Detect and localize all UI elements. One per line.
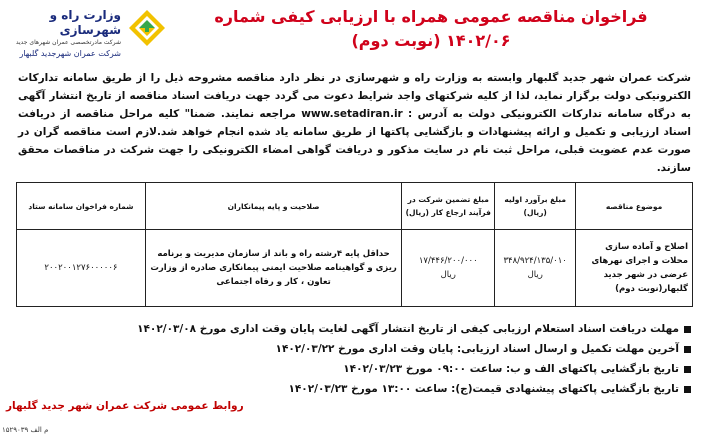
- intro-paragraph: شرکت عمران شهر جدید گلبهار وابسته به وزارت راه و شهرسازی در نظر دارد مناقصه مشروحه ذیل را از طریق سامانه تدارکات الکترونیکی دولت برگزار نماید، لذا از کلیه شرکتهای واجد شرایط دعوت می گردد جهت دریافت اسناد مناقصه از تاریخ انتشار آگهی به درگاه سامانه تدارکات الکترونیکی دولت به آدرس : www.setadiran.ir مراجعه نمایند. ضمنا" کلیه مراحل مناقصه از دریافت اسناد ارزیابی و تکمیل و ارائه پیشنهادات و بازگشایی پاکتها از طریق سامانه یاد شده انجام خواهد شد.لازم است مناقصه گران در صورت عدم عضویت قبلی، مراحل ثبت نام در سایت مذکور و دریافت گواهی امضاء الکترونیکی را جهت شرکت در مناقصات محقق سازند.: [18, 72, 691, 174]
- header-qualification: صلاحیت و پایه پیمانکاران: [145, 183, 401, 230]
- tender-table: [16, 182, 693, 307]
- guarantee-unit: ریال: [440, 270, 456, 280]
- deadline-text: تاریخ بازگشایی پاکتهای پیشنهادی قیمت(ج): ساعت ۱۳:۰۰ مورخ ۱۴۰۲/۰۳/۲۳: [288, 383, 679, 395]
- cell-subject: اصلاح و آماده سازی محلات و اجرای نهرهای عرضی در شهر جدید گلبهار(نوبت دوم): [576, 230, 693, 307]
- logo-ministry-name: وزارت راه و شهرسازی: [49, 8, 121, 37]
- list-item: [16, 380, 691, 400]
- list-item: [16, 320, 691, 340]
- notice-header: [0, 0, 709, 68]
- deadline-text: آخرین مهلت تکمیل و ارسال اسناد ارزیابی: پایان وقت اداری مورخ ۱۴۰۲/۰۳/۲۲: [275, 343, 679, 355]
- deadline-text: مهلت دریافت اسناد استعلام ارزیابی کیفی از تاریخ انتشار آگهی لغایت پایان وقت اداری مورخ ۱۴۰۲/۰۳/۰۸: [137, 323, 679, 335]
- title-line-1: فراخوان مناقصه عمومی همراه با ارزیابی کیفی شماره: [214, 7, 648, 26]
- header-estimate: مبلغ برآورد اولیه (ریال): [495, 183, 576, 230]
- ministry-logo: [7, 4, 167, 66]
- guarantee-value: ۱۷/۴۴۶/۲۰۰/۰۰۰: [418, 256, 478, 266]
- header-guarantee: مبلغ تضمین شرکت در فرآیند ارجاع کار (ریال): [402, 183, 495, 230]
- cell-qualification: حداقل پایه ۴رشته راه و باند از سازمان مدیریت و برنامه ریزی و گواهینامه صلاحیت ایمنی پیمانکاری صادره از وزارت تعاون ، کار و رفاه اجتماعی: [145, 230, 401, 307]
- list-item: [16, 360, 691, 380]
- bullet-square-icon: [684, 386, 691, 393]
- footer-code: ۱۵۲۹۰۳۹ م الف: [2, 426, 49, 434]
- table-header-row: [17, 183, 693, 230]
- logo-parent-company: شرکت مادرتخصصی عمران شهرهای جدید: [15, 39, 121, 46]
- public-relations-signature: روابط عمومی شرکت عمران شهر جدید گلبهار: [6, 400, 244, 412]
- deadline-list: [16, 320, 691, 400]
- bullet-square-icon: [684, 326, 691, 333]
- notice-title: [171, 6, 691, 54]
- table-row: [17, 230, 693, 307]
- logo-company-name: شرکت عمران شهرجدید گلبهار: [19, 49, 121, 58]
- cell-number: ۲۰۰۲۰۰۱۲۷۶۰۰۰۰۰۶: [17, 230, 146, 307]
- title-line-2: ۱۴۰۲/۰۶ (نوبت دوم): [351, 31, 511, 50]
- ministry-emblem-icon: [127, 8, 167, 48]
- header-number: شماره فراخوان سامانه ستاد: [17, 183, 146, 230]
- list-item: [16, 340, 691, 360]
- header-subject: موضوع مناقصه: [576, 183, 693, 230]
- cell-estimate: [495, 230, 576, 307]
- cell-guarantee: [402, 230, 495, 307]
- logo-text: [9, 8, 121, 59]
- estimate-unit: ریال: [527, 270, 543, 280]
- deadline-text: تاریخ بازگشایی پاکتهای الف و ب: ساعت ۰۹:۰۰ مورخ ۱۴۰۲/۰۳/۲۳: [343, 363, 679, 375]
- bullet-square-icon: [684, 346, 691, 353]
- estimate-value: ۳۴۸/۹۲۴/۱۳۵/۰۱۰: [503, 256, 567, 266]
- bullet-square-icon: [684, 366, 691, 373]
